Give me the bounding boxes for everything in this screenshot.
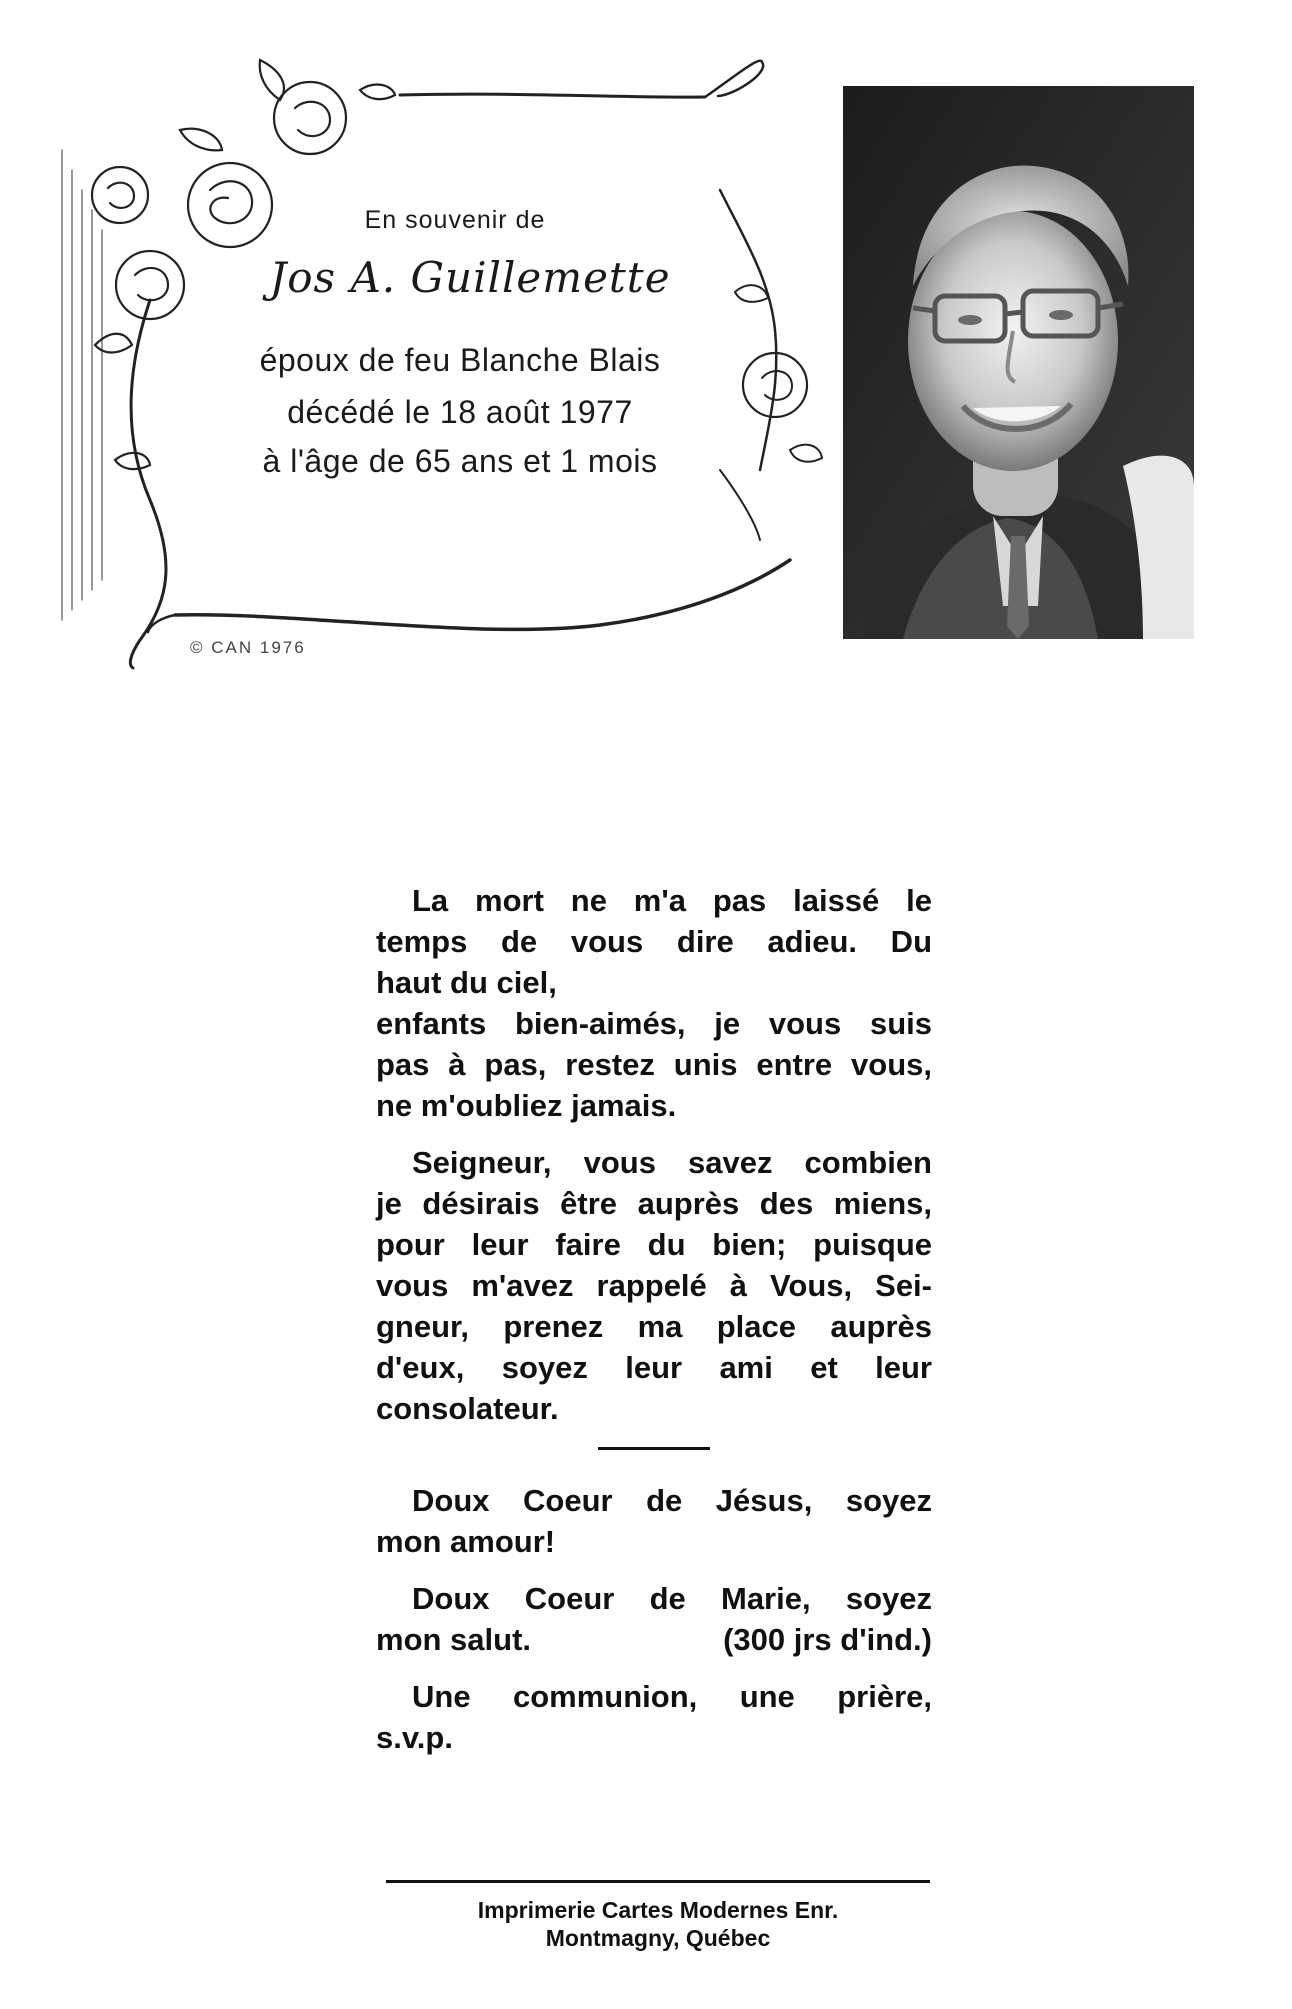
indulgence-note: (300 jrs d'ind.) (723, 1622, 932, 1657)
prayer-line: pas à pas, restez unis entre vous, (376, 1047, 932, 1082)
printer-location: Montmagny, Québec (545, 1925, 771, 1951)
prayer-line: haut du ciel, (376, 965, 557, 1000)
prayer-line: Doux Coeur de Jésus, soyez (412, 1483, 932, 1518)
death-date-line: décédé le 18 août 1977 (287, 394, 633, 430)
portrait-photo (843, 86, 1194, 639)
prayer-line: enfants bien-aimés, je vous suis (376, 1006, 932, 1041)
prayer-line: mon amour! (376, 1524, 556, 1559)
prayer-line: La mort ne m'a pas laissé le (412, 883, 932, 918)
prayer-line: gneur, prenez ma place auprès (376, 1309, 932, 1344)
prayer-line: d'eux, soyez leur ami et leur (376, 1350, 932, 1385)
memorial-card-front (0, 0, 1292, 710)
request-paragraph (376, 1676, 932, 1758)
printer-credit (386, 1896, 930, 1952)
marie-invocation (376, 1578, 932, 1660)
spouse-line: époux de feu Blanche Blais (259, 342, 661, 378)
jesus-invocation (376, 1480, 932, 1562)
prayer-line: Une communion, une prière, (412, 1679, 932, 1714)
prayer-line: ne m'oubliez jamais. (376, 1088, 677, 1123)
prayer-line: Doux Coeur de Marie, soyez (412, 1581, 932, 1616)
age-line: à l'âge de 65 ans et 1 mois (262, 443, 658, 479)
printer-name: Imprimerie Cartes Modernes Enr. (477, 1897, 839, 1923)
copyright-mark: © CAN 1976 (190, 638, 306, 657)
prayer-line: pour leur faire du bien; puisque (376, 1227, 932, 1262)
prayer-line: temps de vous dire adieu. Du (376, 924, 932, 959)
prayer-line: consolateur. (376, 1391, 559, 1426)
prayer-line: s.v.p. (376, 1720, 453, 1755)
section-divider (598, 1447, 710, 1450)
seigneur-paragraph (376, 1142, 932, 1429)
prayer-text (376, 880, 932, 1774)
printer-divider (386, 1880, 930, 1883)
prayer-line: vous m'avez rappelé à Vous, Sei- (376, 1268, 932, 1303)
in-memory-of-label: En souvenir de (364, 206, 546, 234)
prayer-line: Seigneur, vous savez combien (412, 1145, 932, 1180)
deceased-name: Jos A. Guillemette (269, 253, 671, 302)
prayer-line: mon salut. (376, 1622, 532, 1657)
prayer-line: je désirais être auprès des miens, (376, 1186, 932, 1221)
farewell-paragraph (376, 880, 932, 1126)
